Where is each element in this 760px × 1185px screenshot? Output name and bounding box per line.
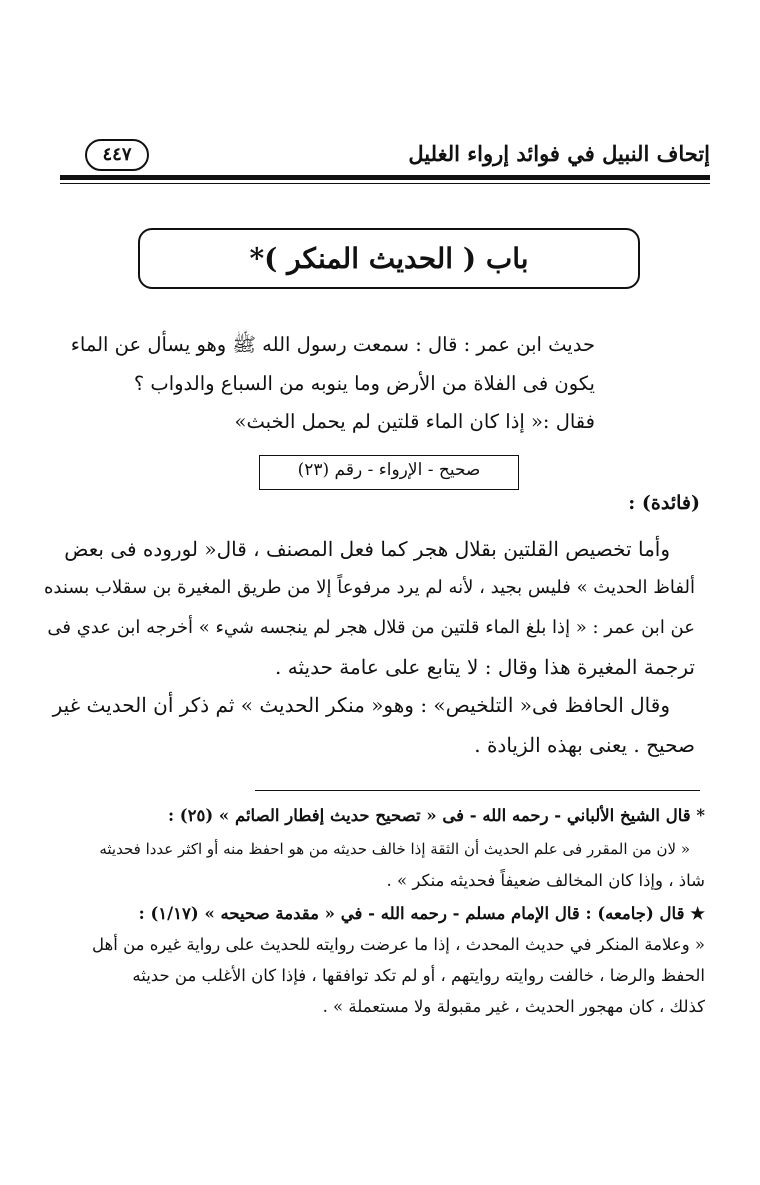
benefit-line: ترجمة المغيرة هذا وقال : لا يتابع على عامة حديثه . — [275, 655, 695, 679]
chapter-title: باب ( الحديث المنكر )* — [138, 228, 640, 289]
page-header — [85, 135, 710, 175]
grading-box: صحيح - الإرواء - رقم (٢٣) — [259, 455, 519, 490]
footnote-line: « وعلامة المنكر في حديث المحدث ، إذا ما عرضت روايته للحديث على رواية غيره من أهل — [92, 935, 705, 954]
benefit-heading: (فائدة) : — [628, 492, 700, 514]
header-rule-thin — [60, 183, 710, 184]
benefit-line: صحيح . يعنى بهذه الزيادة . — [474, 733, 695, 757]
footnote-separator — [255, 790, 700, 791]
footnote-line: شاذ ، وإذا كان المخالف ضعيفاً فحديثه منكر » . — [386, 871, 705, 890]
footnote-line: الحفظ والرضا ، خالفت روايته روايتهم ، أو لم تكد توافقها ، فإذا كان الأغلب من حديثه — [132, 966, 705, 985]
benefit-line: وأما تخصيص القلتين بقلال هجر كما فعل المصنف ، قال« لوروده فى بعض — [64, 537, 670, 561]
benefit-line: وقال الحافظ فى« التلخيص» : وهو« منكر الحديث » ثم ذكر أن الحديث غير — [52, 693, 670, 717]
hadith-line: حديث ابن عمر : قال : سمعت رسول الله ﷺ وهو يسأل عن الماء — [70, 333, 595, 356]
footnote-albani-heading: * قال الشيخ الألباني - رحمه الله - فى « تصحيح حديث إفطار الصائم » (٢٥) : — [167, 806, 705, 825]
benefit-line: ألفاظ الحديث » فليس بجيد ، لأنه لم يرد مرفوعاً إلا من طريق المغيرة بن سقلاب بسنده — [43, 577, 695, 598]
footnote-line: « لان من المقرر فى علم الحديث أن الثقة إذا خالف حديثه من هو احفظ منه أو اكثر عددا فحديثه — [99, 840, 690, 858]
book-title: إتحاف النبيل في فوائد إرواء الغليل — [408, 141, 710, 166]
footnote-muslim-heading: ★ قال (جامعه) : قال الإمام مسلم - رحمه الله - في « مقدمة صحيحه » (١/١٧) : — [138, 904, 705, 923]
hadith-line: يكون فى الفلاة من الأرض وما ينوبه من السباع والدواب ؟ — [133, 372, 595, 395]
page-number-badge: ٤٤٧ — [85, 139, 149, 171]
benefit-line: عن ابن عمر : « إذا بلغ الماء قلتين من قلال هجر لم ينجسه شيء » أخرجه ابن عدي فى — [47, 617, 695, 638]
footnote-line: كذلك ، كان مهجور الحديث ، غير مقبولة ولا مستعملة » . — [322, 997, 705, 1016]
hadith-line: فقال :« إذا كان الماء قلتين لم يحمل الخبث» — [234, 410, 595, 433]
header-rule-thick — [60, 175, 710, 180]
